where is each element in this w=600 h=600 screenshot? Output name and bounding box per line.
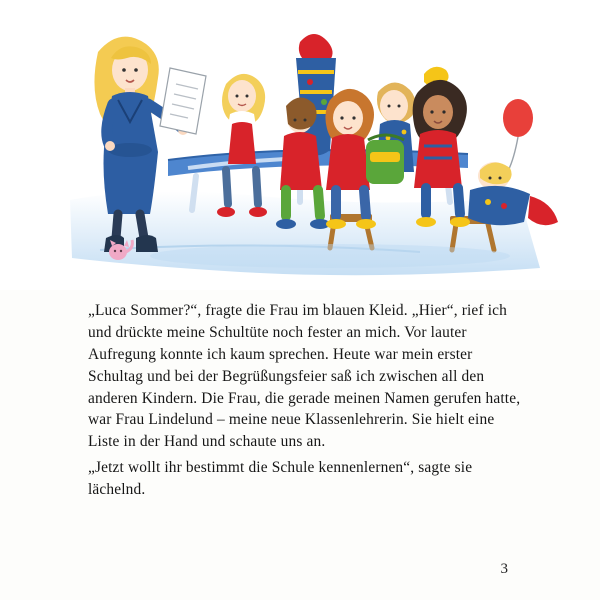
teacher-hand-left (105, 141, 115, 151)
story-text (88, 300, 528, 501)
balloon (503, 99, 533, 137)
classroom-first-day-illustration (0, 0, 600, 290)
page-number: 3 (500, 561, 508, 577)
boy-with-green-backpack (366, 135, 404, 184)
group-shadow (150, 244, 510, 268)
paragraph-1: „Luca Sommer?“, fragte die Frau im blauen Kleid. „Hier“, rief ich und drückte meine Schultüte noch fester an mich. Vor lauter Aufregung konnte ich kaum sprechen. Heute war mein erster Schultag und bei der Begrüßungsfeier saß ich zwischen all den anderen Kindern. Die Frau, die gerade meinen Namen gerufen hatte, war Frau Lindelund – meine neue Klassenlehrerin. Sie hielt eine Liste in der Hand und schaute uns an. (88, 302, 521, 451)
teacher-arm-left (107, 104, 113, 144)
teacher-eye-right (134, 68, 138, 72)
teacher-boot-right (136, 235, 158, 252)
balloon-child-body (468, 186, 530, 225)
teacher-eye-left (122, 68, 126, 72)
paragraph-2: „Jetzt wollt ihr bestimmt die Schule kennenlernen“, sagte sie lächelnd. (88, 458, 473, 498)
illustration-canvas (0, 0, 600, 290)
